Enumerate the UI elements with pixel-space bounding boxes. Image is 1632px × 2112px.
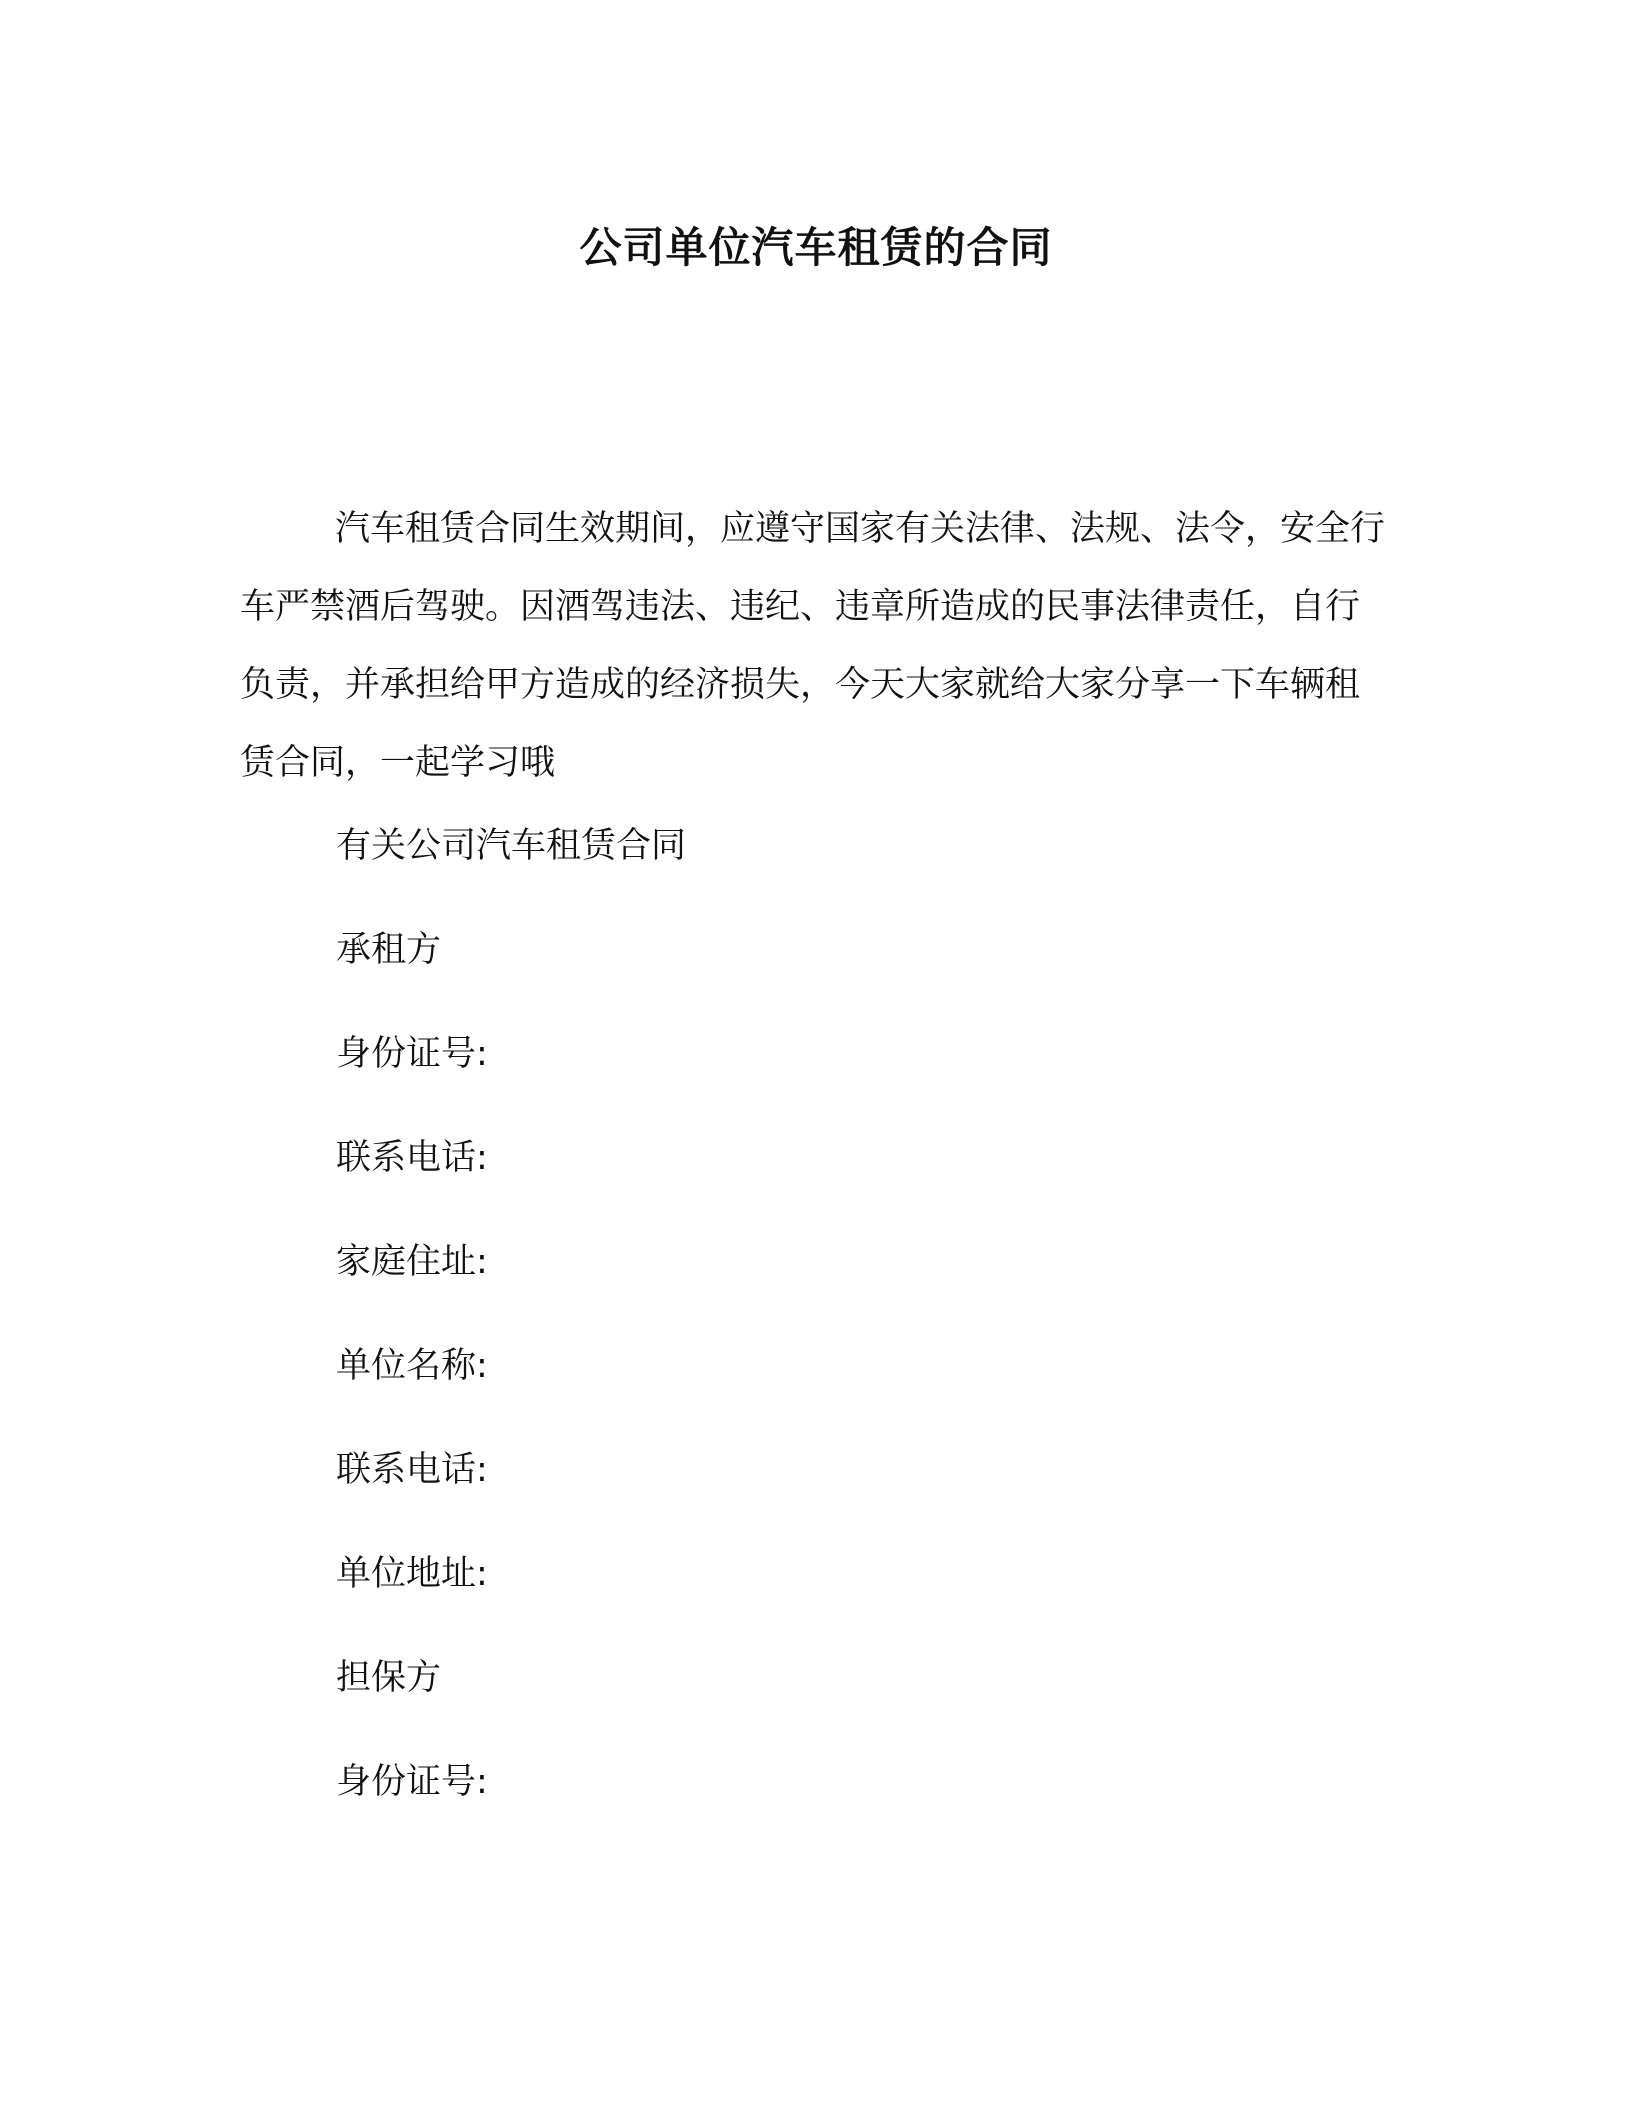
- lessee-heading: 承租方: [336, 930, 442, 970]
- lessee-home-address-label: 家庭住址:: [336, 1242, 488, 1282]
- lessee-id-number-label: 身份证号:: [336, 1034, 488, 1074]
- lessee-phone-label: 联系电话:: [336, 1138, 488, 1178]
- lessee-company-name-label: 单位名称:: [336, 1346, 488, 1386]
- intro-paragraph: 汽车租赁合同生效期间，应遵守国家有关法律、法规、法令，安全行车严禁酒后驾驶。因酒驾违法、违纪、违章所造成的民事法律责任，自行负责，并承担给甲方造成的经济损失，今天大家就给大家分享一下车辆租赁合同，一起学习哦: [240, 509, 1386, 783]
- document-title: 公司单位汽车租赁的合同: [579, 223, 1053, 272]
- contract-subtitle: 有关公司汽车租赁合同: [336, 826, 687, 866]
- lessee-company-address-label: 单位地址:: [336, 1554, 488, 1594]
- contract-field-list: [336, 820, 686, 1860]
- guarantor-heading: 担保方: [336, 1658, 442, 1698]
- lessee-company-phone-label: 联系电话:: [336, 1450, 488, 1490]
- guarantor-id-number-label: 身份证号:: [336, 1762, 488, 1802]
